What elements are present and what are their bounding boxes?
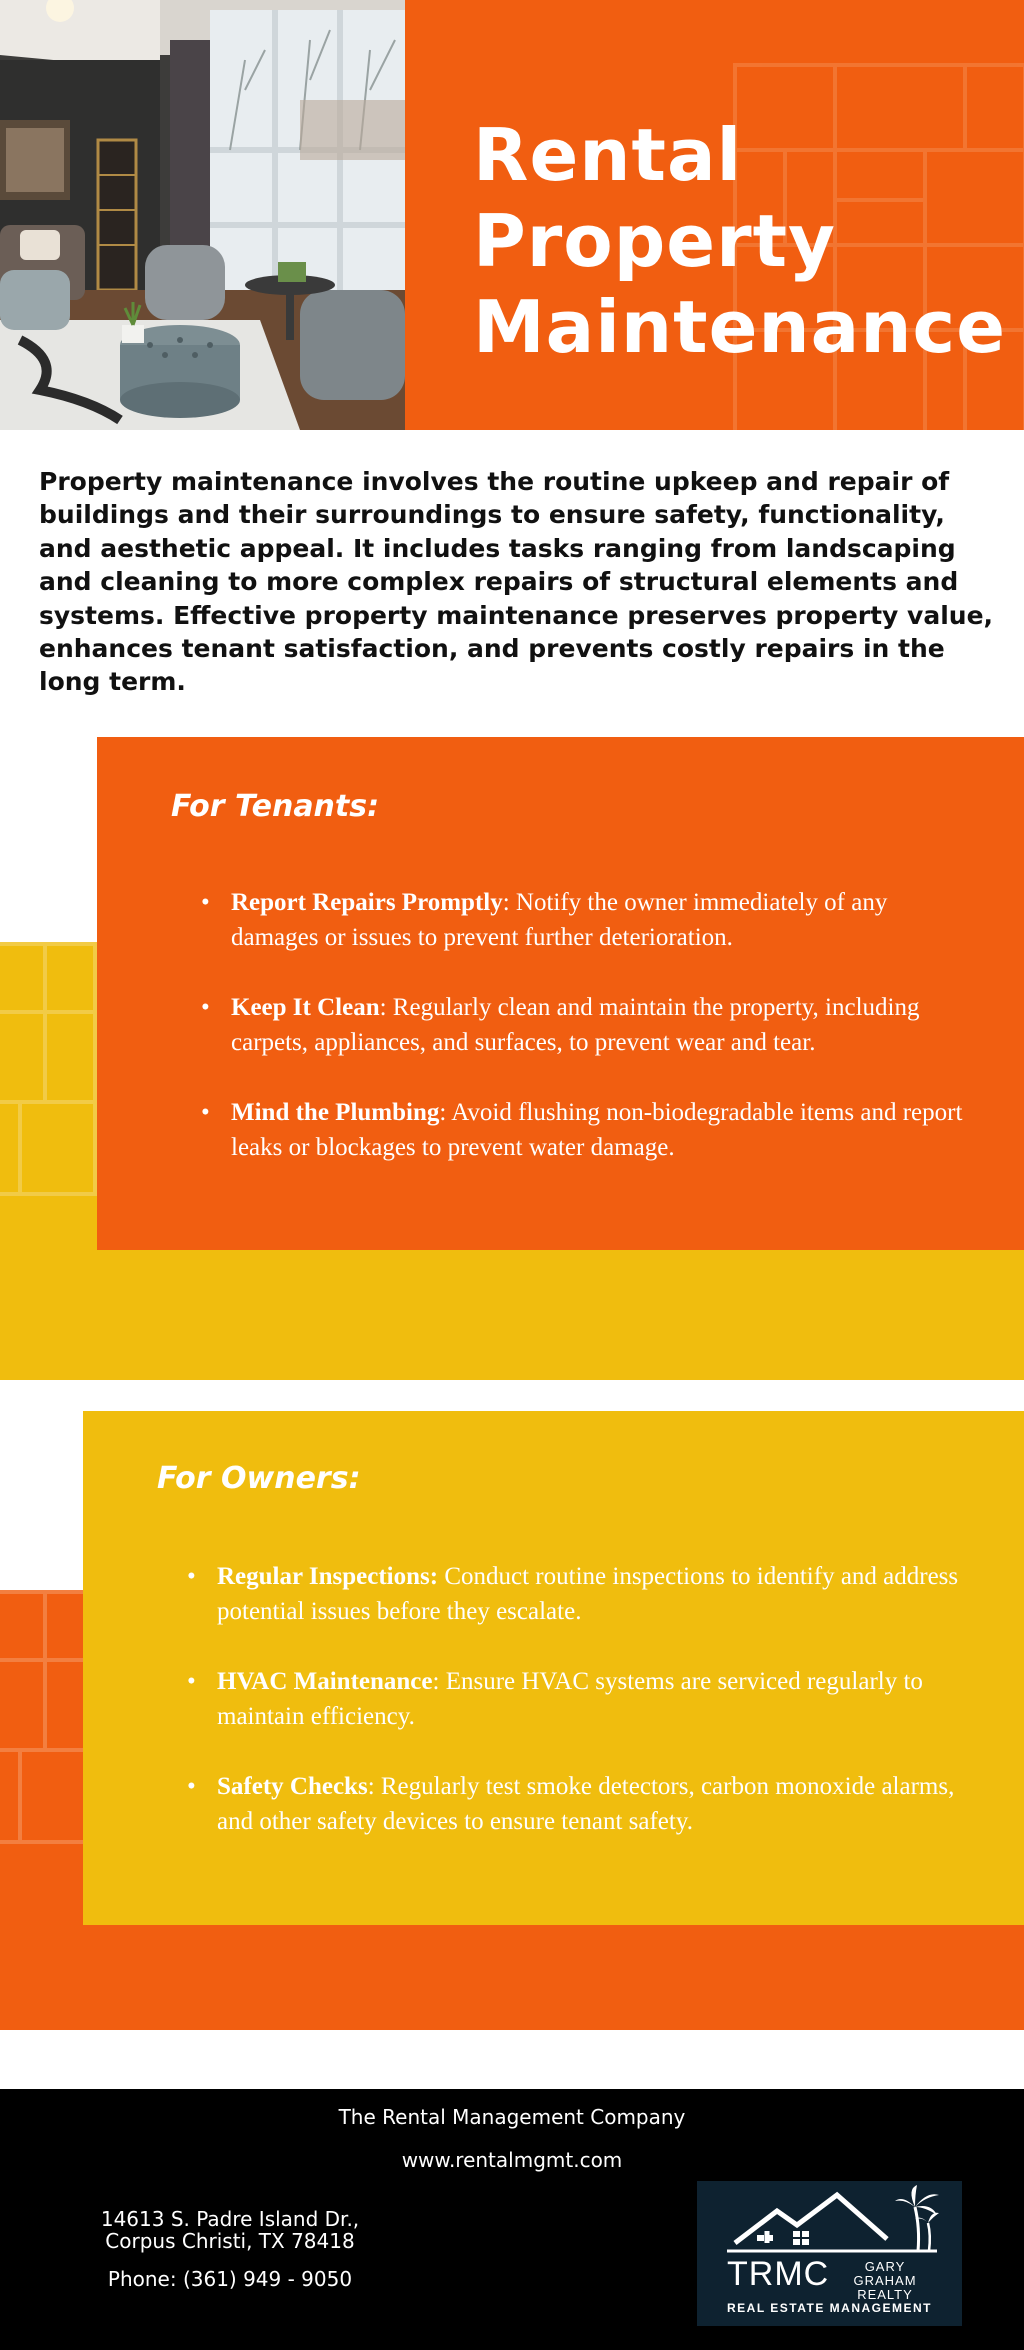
title-line: Rental: [473, 113, 743, 197]
list-item: [201, 1095, 981, 1165]
company-name: The Rental Management Company: [338, 2105, 686, 2129]
owners-heading: For Owners:: [157, 1461, 361, 1496]
tip-text: : Avoid flushing non-biodegradable items and report leaks or blockages to prevent water damage.: [231, 1099, 963, 1161]
hero-title-panel: [405, 0, 1024, 430]
list-item: [201, 990, 981, 1060]
logo-subbrand-line: GARY GRAHAM: [853, 2259, 917, 2288]
tip-title: Regular Inspections:: [217, 1563, 439, 1590]
list-item: [187, 1559, 977, 1629]
phone-number[interactable]: Phone: (361) 949 - 9050: [107, 2267, 353, 2291]
company-logo: [697, 2181, 962, 2326]
tip-title: Safety Checks: [217, 1773, 368, 1800]
footer: [0, 2089, 1024, 2350]
logo-subbrand: [833, 2260, 937, 2302]
website-link[interactable]: www.rentalmgmt.com: [401, 2148, 623, 2172]
tip-title: Report Repairs Promptly: [231, 889, 503, 916]
owners-tips-list: [187, 1559, 977, 1874]
logo-tagline: REAL ESTATE MANAGEMENT: [726, 2301, 932, 2315]
address-line: 14613 S. Padre Island Dr.,: [100, 2207, 360, 2231]
page-title: [473, 112, 1006, 370]
address-line: Corpus Christi, TX 78418: [105, 2229, 355, 2253]
hero-banner: [0, 0, 1024, 430]
tip-title: Mind the Plumbing: [231, 1099, 440, 1126]
tip-text: : Notify the owner immediately of any damages or issues to prevent further deterioration.: [231, 889, 888, 951]
logo-wordmark: TRMC: [727, 2255, 830, 2293]
tip-title: HVAC Maintenance: [217, 1668, 433, 1695]
address: [60, 2208, 400, 2252]
tip-text: : Regularly test smoke detectors, carbon monoxide alarms, and other safety devices to ensure tenant safety.: [217, 1773, 955, 1835]
title-line: Property: [473, 199, 836, 283]
palm-tree-icon: [893, 2183, 943, 2253]
list-item: [187, 1769, 977, 1839]
floorplan-pattern: [0, 942, 110, 1242]
owners-card: [83, 1411, 1024, 1925]
tip-text: : Regularly clean and maintain the property, including carpets, appliances, and surfaces, to prevent wear and tear.: [231, 994, 920, 1056]
tenants-heading: For Tenants:: [171, 789, 380, 824]
list-item: [187, 1664, 977, 1734]
tip-text: Conduct routine inspections to identify and address potential issues before they escalate.: [217, 1563, 959, 1625]
tenants-card: [97, 737, 1024, 1250]
list-item: [201, 885, 981, 955]
intro-paragraph: Property maintenance involves the routine upkeep and repair of buildings and their surroundings to ensure safety, functionality, and aesthetic appeal. It includes tasks ranging from landscaping and cleaning to more complex repairs of structural elements and systems. Effective property maintenance preserves property value, enhances tenant satisfaction, and prevents costly repairs in the long term.: [39, 467, 994, 697]
tip-text: : Ensure HVAC systems are serviced regularly to maintain efficiency.: [217, 1668, 923, 1730]
logo-subbrand-line: REALTY: [857, 2287, 913, 2302]
title-line: Maintenance: [473, 285, 1007, 369]
tip-title: Keep It Clean: [231, 994, 380, 1021]
living-room-photo: [0, 0, 405, 430]
tenants-tips-list: [201, 885, 981, 1200]
